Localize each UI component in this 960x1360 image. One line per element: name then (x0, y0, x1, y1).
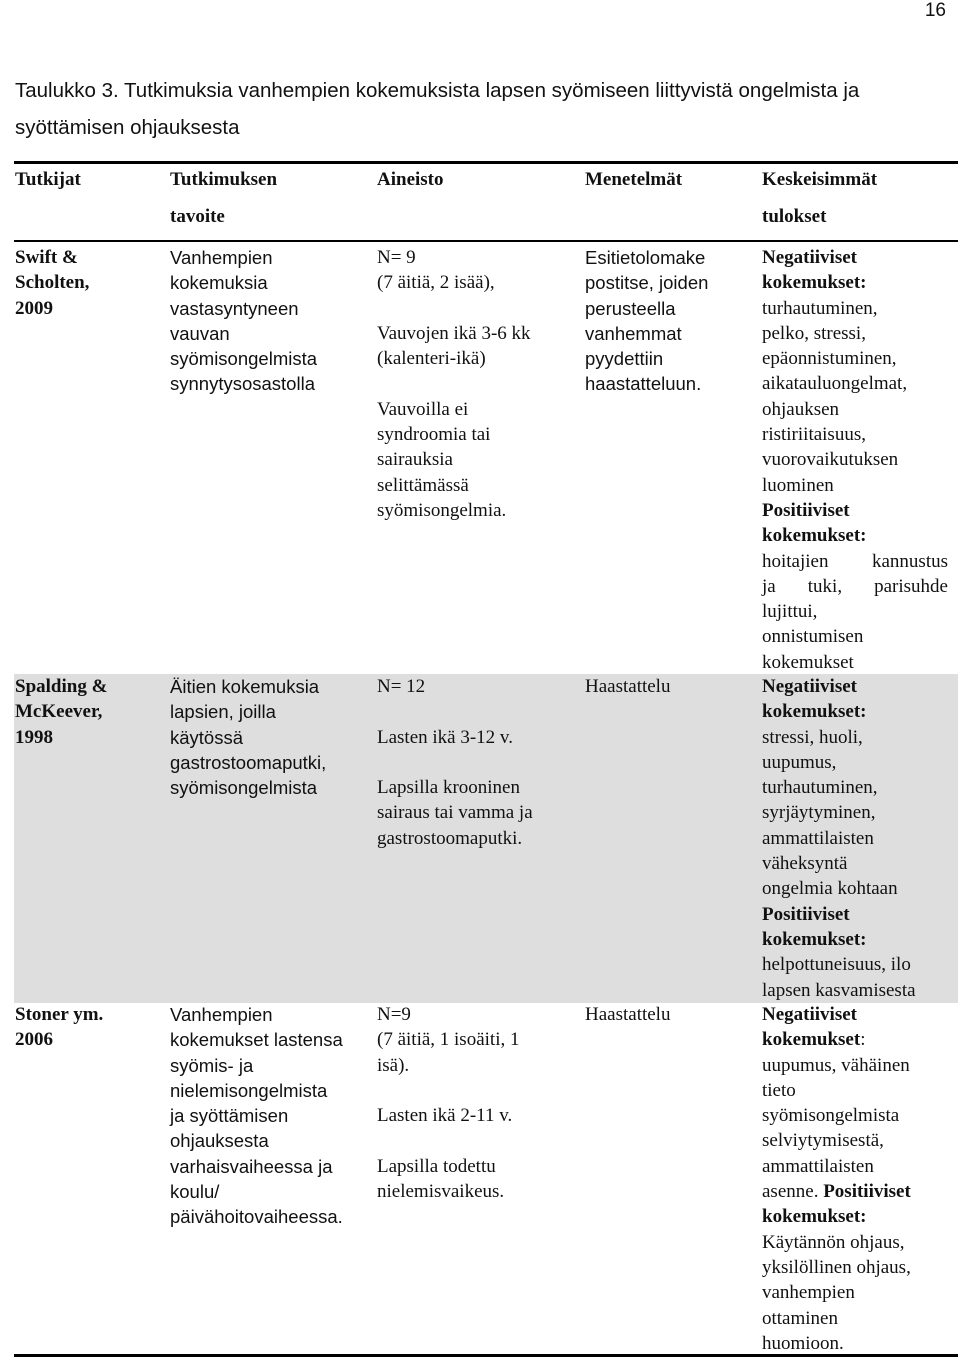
cell-line: vastasyntyneen (170, 297, 299, 319)
cell-line: N= 9 (377, 247, 416, 268)
cell-line: syömisongelmista (762, 1105, 900, 1127)
negative-label: Negatiiviset (762, 1004, 857, 1025)
cell-line: 1998 (15, 726, 53, 748)
cell-line: Stoner ym. (15, 1004, 104, 1025)
cell-line: McKeever, (15, 701, 103, 723)
cell-line: vauvan (170, 322, 230, 344)
row-2-data (377, 674, 577, 851)
row-3-method (585, 1002, 755, 1027)
cell-line: vanhempien (762, 1282, 855, 1304)
cell-line: ja syöttämisen (170, 1105, 289, 1127)
table-caption: Taulukko 3. Tutkimuksia vanhempien kokemuksista lapsen syömiseen liittyvistä ongelmista ja syöttämisen ohjauksesta (15, 79, 860, 139)
cell-line: pyydettiin (585, 348, 664, 370)
cell-line: sairaus tai vamma ja (377, 802, 533, 824)
row-3-results (762, 1002, 948, 1356)
cell-line: (7 äitiä, 2 isää), (377, 272, 495, 294)
header-data: Aineisto (377, 169, 444, 190)
table-top-rule (14, 161, 958, 164)
cell-line: Vauvoilla ei (377, 398, 469, 420)
cell-line: ohjauksen (762, 398, 840, 420)
cell-line: pelko, stressi, (762, 322, 866, 344)
cell-line: Haastattelu (585, 1004, 671, 1025)
cell-line: lapsen kasvamisesta (762, 979, 916, 1001)
row-1-authors (15, 245, 155, 321)
table-bottom-rule (14, 1354, 958, 1357)
mixed-line (762, 1179, 948, 1204)
row-2-authors (15, 674, 155, 750)
cell-line: ammattilaisten (762, 1155, 874, 1177)
cell-line: nielemisongelmista (170, 1079, 328, 1101)
header-authors: Tutkijat (15, 169, 81, 190)
cell-line: turhautuminen, (762, 297, 878, 319)
cell-line: ja tuki, parisuhde (762, 575, 948, 597)
cell-line: 2009 (15, 297, 53, 319)
cell-line: vuorovaikutuksen (762, 449, 899, 471)
cell-line: vanhemmat (585, 322, 682, 344)
cell-line: epäonnistuminen, (762, 348, 897, 370)
cell-line: turhautuminen, (762, 777, 878, 799)
cell-line: Vauvojen ikä 3-6 kk (377, 322, 531, 344)
negative-label: kokemukset: (762, 701, 867, 723)
cell-line: hoitajien kannustus (762, 550, 948, 572)
row-2-goal (170, 674, 360, 800)
cell-line: Spalding & (15, 676, 108, 697)
cell-line: tieto (762, 1079, 796, 1101)
cell-line: isä). (377, 1054, 410, 1076)
row-1-method (585, 245, 755, 397)
cell-line: Vanhempien (170, 247, 273, 268)
cell-line: gastrostoomaputki, (170, 751, 327, 773)
cell-line: kokemuksia (170, 272, 268, 294)
label-colon: : (860, 1029, 866, 1051)
header-goal-line-1: Tutkimuksen (170, 169, 278, 190)
negative-label: kokemukset: (762, 272, 867, 294)
row-1-data (377, 245, 577, 523)
cell-line: gastrostoomaputki. (377, 827, 523, 849)
positive-label: kokemukset: (762, 928, 867, 950)
cell-line: Lapsilla krooninen (377, 777, 520, 799)
cell-line: varhaisvaiheessa ja (170, 1155, 333, 1177)
positive-label: kokemukset: (762, 525, 867, 547)
cell-line: stressi, huoli, (762, 726, 863, 748)
cell-line: syömisongelmia. (377, 499, 507, 521)
row-3-goal (170, 1002, 360, 1230)
page-number: 16 (924, 0, 946, 21)
cell-line: Äitien kokemuksia (170, 676, 320, 697)
cell-line: luominen (762, 474, 834, 496)
cell-line: uupumus, vähäinen (762, 1054, 910, 1076)
cell-line: Käytännön ohjaus, (762, 1231, 905, 1253)
cell-line: käytössä (170, 726, 244, 748)
cell-line: syömisongelmista (170, 777, 318, 799)
cell-line: kokemukset lastensa (170, 1029, 343, 1051)
cell-line: (kalenteri-ikä) (377, 348, 486, 370)
cell-line: huomioon. (762, 1332, 844, 1354)
cell-line: syömisongelmista (170, 348, 318, 370)
cell-line: Lasten ikä 2-11 v. (377, 1105, 513, 1127)
positive-label: Positiiviset (762, 903, 850, 925)
row-3-data (377, 1002, 577, 1204)
positive-label: Positiiviset (762, 499, 850, 521)
header-goal-line-2: tavoite (170, 206, 225, 228)
row-3-authors (15, 1002, 155, 1053)
cell-line: päivähoitovaiheessa. (170, 1206, 343, 1228)
cell-line: ristiriitaisuus, (762, 424, 866, 446)
cell-line: postitse, joiden (585, 272, 709, 294)
cell-line: Esitietolomake (585, 247, 706, 268)
negative-label: Negatiiviset (762, 247, 857, 268)
cell-line: yksilöllinen ohjaus, (762, 1256, 911, 1278)
cell-line: Vanhempien (170, 1004, 273, 1025)
cell-line: N= 12 (377, 676, 426, 697)
cell-line: lapsien, joilla (170, 701, 276, 723)
cell-line: 2006 (15, 1029, 53, 1051)
cell-line: helpottuneisuus, ilo (762, 954, 911, 976)
cell-line: kokemukset (762, 651, 854, 673)
header-results-line-1: Keskeisimmät (762, 169, 878, 190)
header-methods: Menetelmät (585, 169, 683, 190)
cell-line: ongelmia kohtaan (762, 878, 898, 900)
cell-line: Scholten, (15, 272, 90, 294)
row-1-results (762, 245, 948, 675)
header-goal (170, 167, 360, 230)
row-2-results (762, 674, 948, 1003)
cell-line: ohjauksesta (170, 1130, 269, 1152)
cell-line: lujittui, (762, 601, 818, 623)
cell-line: haastatteluun. (585, 373, 702, 395)
cell-line: selittämässä (377, 474, 469, 496)
cell-line: syrjäytyminen, (762, 802, 876, 824)
cell-line: ammattilaisten (762, 827, 874, 849)
cell-line: koulu/ (170, 1181, 220, 1203)
positive-label: Positiiviset (823, 1181, 911, 1203)
cell-line: syömis- ja (170, 1054, 254, 1076)
cell-line: uupumus, (762, 751, 837, 773)
positive-label: kokemukset: (762, 1206, 867, 1228)
row-1-goal (170, 245, 360, 397)
cell-line: aikatauluongelmat, (762, 373, 908, 395)
row-2-method (585, 674, 755, 699)
cell-line: (7 äitiä, 1 isoäiti, 1 (377, 1029, 520, 1051)
cell-line: syndroomia tai (377, 424, 491, 446)
cell-line: Swift & (15, 247, 78, 268)
negative-label: kokemukset (762, 1029, 861, 1051)
header-results-line-2: tulokset (762, 206, 827, 228)
cell-line: selviytymisestä, (762, 1130, 884, 1152)
cell-text: asenne. (762, 1181, 819, 1203)
header-results (762, 167, 948, 230)
cell-line: ottaminen (762, 1307, 838, 1329)
cell-line: N=9 (377, 1004, 411, 1025)
cell-line: perusteella (585, 297, 676, 319)
cell-line: onnistumisen (762, 626, 864, 648)
negative-label: Negatiiviset (762, 676, 857, 697)
cell-line: synnytysosastolla (170, 373, 315, 395)
cell-line: Lasten ikä 3-12 v. (377, 726, 513, 748)
cell-line: Haastattelu (585, 676, 671, 697)
cell-line: nielemisvaikeus. (377, 1181, 505, 1203)
cell-line: väheksyntä (762, 853, 848, 875)
negative-label-line (762, 1027, 948, 1052)
cell-line: sairauksia (377, 449, 453, 471)
cell-line: Lapsilla todettu (377, 1155, 496, 1177)
